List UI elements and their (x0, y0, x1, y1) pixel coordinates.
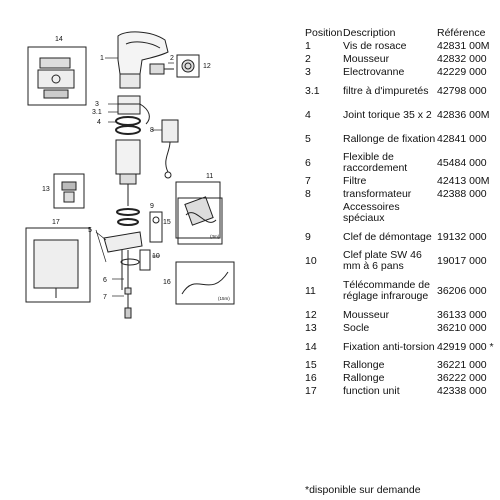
cell-description: Socle (343, 322, 370, 334)
cell-description: Electrovanne (343, 66, 405, 78)
cell-position: 5 (305, 132, 311, 145)
cell-reference: 42413 00M (437, 175, 490, 187)
cell-description: transformateur (343, 188, 412, 200)
header-reference: Référence (437, 26, 486, 39)
callout-15: 15 (163, 219, 171, 226)
cell-reference: 42798 000 (437, 84, 487, 97)
cell-description: Flexible de raccordement (343, 151, 408, 174)
parts-table (305, 26, 500, 398)
callout-2: 2 (170, 55, 174, 62)
faucet-body (116, 140, 140, 206)
cell-position: 16 (305, 372, 317, 384)
cell-reference: 36133 000 (437, 309, 487, 321)
cell-description: Rallonge de fixation (343, 132, 436, 145)
cell-position: 12 (305, 309, 317, 321)
cell-reference: 19017 000 (437, 254, 487, 267)
cell-reference: 19132 000 (437, 230, 487, 243)
table-body (305, 40, 500, 398)
cell-description: Vis de rosace (343, 40, 407, 52)
availability-note: *disponible sur demande (305, 484, 421, 496)
cell-description: Filtre (343, 175, 367, 187)
table-row (305, 66, 500, 79)
cell-position: 10 (305, 254, 317, 267)
cell-description: Clef de démontage (343, 230, 432, 243)
cell-reference: 36222 000 (437, 372, 487, 384)
cell-position: 3 (305, 66, 311, 78)
table-row (305, 175, 500, 188)
callout-3: 3 (95, 101, 99, 108)
part-5-fixation (104, 232, 142, 290)
cell-description: Télécommande de réglage infrarouge (343, 279, 430, 302)
part-13-base (54, 174, 84, 208)
cell-description: Rallonge (343, 359, 385, 371)
callout-10: 10 (152, 253, 160, 260)
callout-7: 7 (103, 294, 107, 301)
callout-17: 17 (52, 219, 60, 226)
cell-description: Mousseur (343, 53, 390, 65)
table-row (305, 40, 500, 53)
part-7-filter (125, 308, 131, 318)
callout-5: 5 (88, 227, 92, 234)
table-row (305, 53, 500, 66)
table-row (305, 79, 500, 103)
size-label-16: (15m) (218, 296, 230, 301)
part-10-wrench (140, 250, 150, 270)
cell-description: Clef plate SW 46 mm à 6 pans (343, 249, 422, 272)
cell-reference: 42338 000 (437, 385, 487, 397)
faucet-spout (118, 32, 168, 88)
table-row (305, 322, 500, 335)
cell-reference: 45484 000 (437, 156, 487, 169)
cell-position: 9 (305, 230, 311, 243)
part-14-fixation-box (28, 47, 86, 105)
cell-reference: 42832 000 (437, 53, 487, 65)
table-row (305, 359, 500, 372)
cell-position: 8 (305, 188, 311, 200)
table-header (305, 26, 500, 40)
cell-reference: 42919 000 * (437, 340, 494, 353)
callout-11: 11 (206, 173, 214, 180)
cell-description: Fixation anti-torsion (343, 340, 435, 353)
cell-reference: 42836 00M (437, 108, 490, 121)
cell-description: Joint torique 35 x 2 (343, 108, 432, 121)
table-row (305, 201, 500, 225)
cell-position: 6 (305, 156, 311, 169)
cell-position: 15 (305, 359, 317, 371)
callout-16: 16 (163, 279, 171, 286)
body-rings (117, 209, 139, 225)
callout-13: 13 (42, 186, 50, 193)
callout-9: 9 (150, 203, 154, 210)
part-11-remote-box (176, 182, 220, 238)
cell-reference: 36210 000 (437, 322, 487, 334)
part-17-function-unit-box (26, 228, 90, 302)
part-12-aerator-box (177, 55, 199, 77)
callout-1: 1 (100, 55, 104, 62)
cell-position: 3.1 (305, 84, 320, 97)
cell-position: 14 (305, 340, 317, 353)
cell-description: function unit (343, 385, 400, 397)
table-row (305, 309, 500, 322)
size-label-15: (3m) (210, 234, 220, 239)
cell-reference: 42831 00M (437, 40, 490, 52)
header-position: Position (305, 26, 343, 39)
cell-position: 13 (305, 322, 317, 334)
cell-position: 11 (305, 284, 316, 297)
cell-description: Accessoires spéciaux (343, 201, 400, 224)
table-row (305, 249, 500, 273)
cell-reference: 42841 000 (437, 132, 487, 145)
table-row (305, 127, 500, 151)
table-row (305, 188, 500, 201)
part-3-solenoid (118, 96, 149, 124)
callout-8: 8 (150, 127, 154, 134)
table-row (305, 151, 500, 175)
cell-position: 1 (305, 40, 311, 52)
table-row (305, 372, 500, 385)
table-row (305, 273, 500, 309)
cell-position: 7 (305, 175, 311, 187)
part-2-aerator (150, 64, 174, 74)
callout-12: 12 (203, 63, 211, 70)
part-8-transformer (162, 120, 178, 178)
cell-description: Rallonge (343, 372, 385, 384)
callout-3-1: 3.1 (92, 109, 102, 116)
part-4-o-rings (116, 117, 140, 134)
part-9-wrench (150, 212, 162, 242)
table-row (305, 103, 500, 127)
cell-reference: 42229 000 (437, 66, 487, 78)
table-row (305, 385, 500, 398)
callout-4: 4 (97, 119, 101, 126)
callout-14: 14 (55, 36, 63, 43)
callout-6: 6 (103, 277, 107, 284)
header-description: Description (343, 26, 396, 39)
table-row (305, 335, 500, 359)
cell-position: 2 (305, 53, 311, 65)
cell-reference: 36206 000 (437, 284, 487, 297)
cell-position: 17 (305, 385, 317, 397)
cell-description: Mousseur (343, 309, 390, 321)
cell-position: 4 (305, 108, 311, 121)
cell-reference: 36221 000 (437, 359, 487, 371)
part-6-hose (125, 288, 131, 308)
cell-reference: 42388 000 (437, 188, 487, 200)
cell-description: filtre à d'impuretés (343, 84, 429, 97)
table-row (305, 225, 500, 249)
